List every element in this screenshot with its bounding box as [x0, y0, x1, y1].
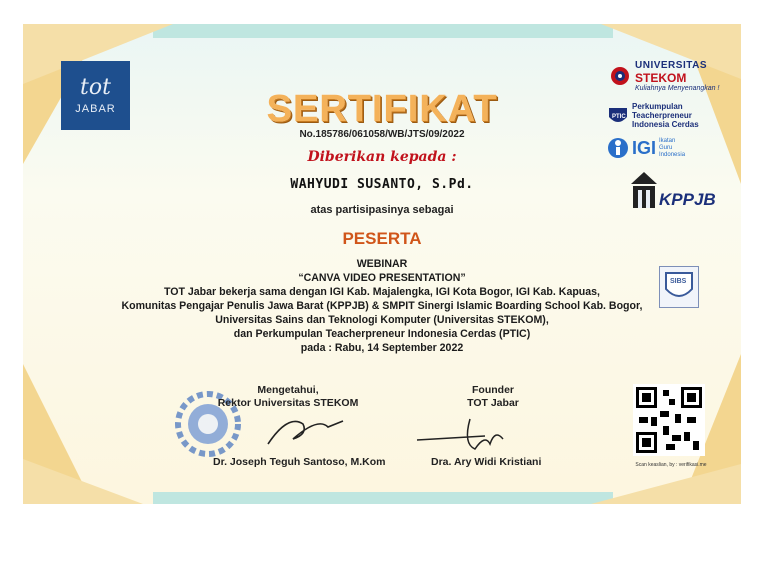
- top-band: [153, 24, 613, 38]
- stekom-gear-icon: [609, 65, 631, 87]
- corner-decoration: [591, 464, 741, 504]
- left-sig-line2: Rektor Universitas STEKOM: [217, 397, 359, 409]
- right-signatory-name: Dra. Ary Widi Kristiani: [431, 456, 542, 468]
- bottom-band: [153, 492, 613, 504]
- kppjb-building-icon: [629, 170, 659, 210]
- certificate-title: SERTIFIKAT: [266, 88, 498, 130]
- stekom-line2: STEKOM: [635, 71, 687, 85]
- body-line: TOT Jabar bekerja sama dengan IGI Kab. Majalengka, IGI Kota Bogor, IGI Kab. Kapuas,: [163, 286, 601, 298]
- body-line: pada : Rabu, 14 September 2022: [300, 342, 464, 354]
- body-line: dan Perkumpulan Teacherpreneur Indonesia Cerdas (PTIC): [233, 328, 531, 340]
- corner-decoration: [23, 459, 143, 504]
- ptic-logo: [607, 102, 699, 129]
- ptic-line1: Perkumpulan: [632, 102, 683, 111]
- kppjb-logo: [629, 170, 716, 210]
- certificate: [23, 24, 741, 504]
- igi-line3: Indonesia: [659, 151, 686, 158]
- igi-figure-icon: [607, 136, 629, 160]
- participation-text: atas partisipasinya sebagai: [310, 204, 454, 216]
- stekom-tagline: Kuliahnya Menyenangkan !: [635, 85, 720, 92]
- igi-logo: [607, 136, 685, 160]
- right-sig-line2: TOT Jabar: [467, 397, 519, 409]
- stekom-logo: [609, 60, 719, 92]
- stekom-line1: UNIVERSITAS: [635, 60, 707, 71]
- sibs-logo: [659, 266, 699, 308]
- qr-code-icon: [633, 384, 705, 456]
- body-line: “CANVA VIDEO PRESENTATION”: [298, 272, 466, 284]
- certificate-number: No.185786/061058/WB/JTS/09/2022: [299, 129, 465, 140]
- qr-caption: Scan keaslian, by : verifikasi.me: [635, 462, 707, 468]
- left-signatory-name: Dr. Joseph Teguh Santoso, M.Kom: [213, 456, 386, 468]
- event-description: [63, 257, 701, 355]
- given-to-label: Diberikan kepada :: [307, 149, 457, 165]
- ptic-line2: Teacherpreneur: [632, 111, 692, 120]
- sibs-shield-icon: [664, 271, 694, 303]
- recipient-name: WAHYUDI SUSANTO, S.Pd.: [290, 177, 474, 192]
- sibs-mark: SIBS: [670, 278, 687, 285]
- igi-line1: Ikatan: [659, 137, 676, 144]
- body-line: WEBINAR: [356, 258, 408, 270]
- body-line: Komunitas Pengajar Penulis Jawa Barat (KPPJB) & SMPIT Sinergi Islamic Boarding School Kab. Bogor,: [121, 300, 643, 312]
- left-signatory: [193, 384, 383, 410]
- body-line: Universitas Sains dan Teknologi Komputer (Universitas STEKOM),: [215, 314, 549, 326]
- logo-text-bottom: JABAR: [75, 102, 116, 115]
- ptic-line3: Indonesia Cerdas: [632, 120, 699, 129]
- igi-line2: Guru: [659, 144, 673, 151]
- left-signature-icon: [258, 409, 348, 454]
- kppjb-mark: KPPJB: [659, 190, 716, 209]
- right-signatory: [443, 384, 543, 410]
- ptic-shield-icon: [607, 105, 629, 127]
- left-sig-line1: Mengetahui,: [257, 384, 319, 396]
- role-label: PESERTA: [342, 229, 422, 248]
- igi-mark: IGI: [632, 137, 657, 158]
- logo-text-top: tot: [80, 74, 111, 100]
- right-sig-line1: Founder: [472, 384, 514, 396]
- right-signature-icon: [415, 414, 525, 459]
- svg-text:PTIC: PTIC: [612, 113, 626, 120]
